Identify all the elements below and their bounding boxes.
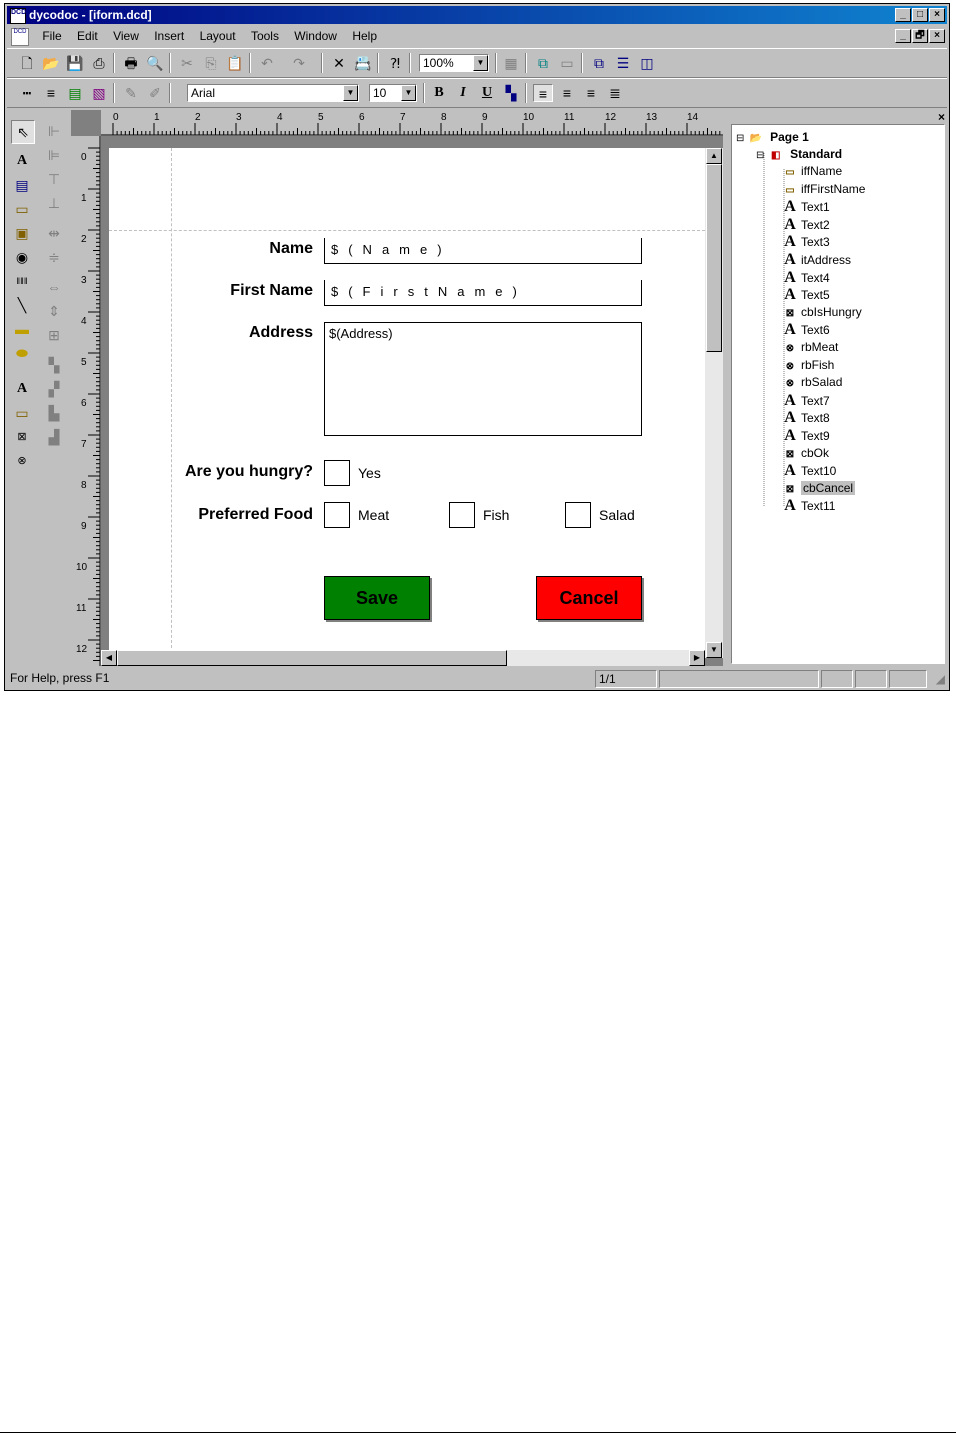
align-left-icon[interactable]: ≡ — [533, 84, 553, 102]
tree-item[interactable] — [782, 269, 830, 286]
ruler-number: 4 — [277, 112, 283, 123]
tree-item[interactable] — [782, 480, 855, 497]
ruler-number: 9 — [482, 112, 488, 123]
zoom-combo[interactable] — [419, 54, 489, 72]
tree-item-label: rbFish — [801, 357, 835, 372]
line-style-icon[interactable]: ┅ — [22, 85, 32, 101]
redo-icon[interactable]: ↷ — [293, 55, 305, 71]
toolbar-separator — [525, 83, 527, 103]
tree-item-label: rbMeat — [801, 340, 839, 354]
checkbox-icon: ⊠ — [785, 483, 795, 495]
menu-insert[interactable]: Insert — [154, 29, 185, 43]
font-name-combo[interactable] — [187, 84, 359, 102]
text-icon: A — [784, 215, 796, 233]
address-field[interactable] — [324, 322, 642, 436]
ellipse-icon[interactable]: ⬬ — [16, 345, 28, 361]
delete-icon[interactable]: ✕ — [333, 55, 345, 71]
tree-item[interactable] — [782, 233, 830, 250]
salad-option[interactable] — [565, 502, 591, 528]
fish-label: Fish — [483, 507, 510, 523]
ruler-number: 3 — [236, 112, 242, 123]
radio-icon: ⊗ — [785, 360, 795, 372]
salad-label: Salad — [599, 507, 635, 523]
tree-item-label: Text2 — [801, 217, 830, 232]
copy-icon[interactable]: ⎘ — [205, 55, 217, 71]
ruler-number: 5 — [81, 357, 87, 368]
rectangle-icon[interactable]: ▬ — [15, 321, 29, 337]
resize-grip-icon[interactable]: ◢ — [935, 672, 945, 686]
status-panel — [855, 670, 887, 688]
tree-item[interactable] — [782, 181, 865, 198]
barcode-icon[interactable]: ‖‖‖ — [16, 276, 28, 286]
checkbox-icon: ⊠ — [785, 448, 795, 460]
ruler-number: 2 — [195, 112, 201, 123]
status-panel — [821, 670, 853, 688]
checkbox-tool-icon[interactable]: ⊠ — [17, 431, 27, 443]
scroll-right-icon[interactable]: ▶ — [689, 650, 705, 666]
align-right-edges-icon[interactable]: ⊫ — [47, 147, 61, 163]
object-tree — [731, 124, 945, 664]
text-icon: A — [784, 268, 796, 286]
cut-icon[interactable]: ✂ — [181, 55, 193, 71]
menu-view[interactable]: View — [113, 29, 139, 43]
send-to-back-icon[interactable]: ▟ — [48, 429, 60, 445]
line-icon[interactable]: ╲ — [17, 297, 27, 313]
menu-help[interactable]: Help — [352, 29, 378, 43]
ruler-number: 7 — [400, 112, 406, 123]
tree-item-label: Text7 — [801, 393, 830, 408]
status-page: 1/1 — [595, 670, 657, 688]
tree-item-label: Text6 — [801, 323, 830, 338]
name-label: Name — [269, 240, 313, 257]
toolbar-separator — [423, 83, 425, 103]
scroll-thumb[interactable] — [706, 164, 722, 352]
tree-item[interactable] — [782, 304, 862, 321]
split-horizontal-icon[interactable]: ☰ — [616, 55, 630, 71]
ruler-number: 11 — [564, 112, 575, 123]
menu-file[interactable]: File — [42, 29, 62, 43]
tree-item[interactable] — [782, 339, 838, 356]
document-canvas — [71, 110, 723, 666]
ruler-number: 8 — [441, 112, 447, 123]
paste-icon[interactable]: 📋 — [226, 55, 244, 71]
horizontal-ruler — [101, 110, 723, 136]
tree-item-label: iffName — [801, 164, 843, 178]
image-icon[interactable]: ▣ — [15, 225, 29, 241]
new-icon[interactable]: 🗋 — [21, 55, 33, 71]
doc-close-button[interactable]: × — [929, 29, 945, 43]
tree-item-label: Text4 — [801, 270, 830, 285]
font-size-combo[interactable] — [369, 84, 417, 102]
ruler-number: 1 — [81, 193, 87, 204]
margin-guide — [109, 230, 705, 231]
minimize-button[interactable]: _ — [895, 8, 911, 22]
text-color-icon[interactable]: ▚ — [505, 85, 517, 101]
tree-item[interactable] — [782, 427, 830, 444]
tree-item-label: Text3 — [801, 235, 830, 250]
format-painter-icon[interactable]: ✎ — [125, 85, 137, 101]
tree-item[interactable] — [782, 321, 830, 338]
bring-to-front-icon[interactable]: ▙ — [48, 405, 60, 421]
tree-item[interactable] — [782, 462, 836, 479]
ruler-number: 12 — [76, 644, 88, 655]
properties-icon[interactable]: 📇 — [354, 55, 372, 71]
firstname-field-value: $(FirstName) — [331, 284, 527, 299]
italic-button[interactable]: I — [460, 85, 466, 100]
toolbar-separator — [377, 53, 379, 73]
tree-item[interactable] — [782, 286, 830, 303]
center-vertical-icon[interactable]: ⇹ — [48, 225, 60, 241]
font-name-value: Arial — [191, 86, 216, 100]
tree-item[interactable] — [782, 409, 830, 426]
meat-label: Meat — [358, 507, 390, 523]
tree-item-label: itAddress — [801, 253, 852, 267]
ruler-number: 4 — [81, 316, 87, 327]
collapse-icon[interactable]: ⊟ — [736, 133, 745, 144]
undo-icon[interactable]: ↶ — [261, 55, 273, 71]
text-icon: A — [784, 409, 796, 427]
align-right-icon[interactable]: ≡ — [586, 85, 596, 101]
tree-item-label: cbIsHungry — [801, 304, 862, 319]
toolbar-separator — [169, 83, 171, 103]
toolbar-separator — [169, 53, 171, 73]
maximize-button[interactable]: □ — [912, 8, 928, 22]
ruler-number: 6 — [81, 398, 87, 409]
ruler-number: 12 — [605, 112, 617, 123]
menu-bar — [7, 26, 947, 46]
doc-restore-button[interactable]: 🗗 — [912, 29, 928, 43]
text-input-tool-icon[interactable]: A — [16, 381, 28, 396]
bring-front-icon[interactable]: ⧉ — [538, 55, 548, 71]
tree-node-label: Page 1 — [770, 130, 809, 144]
close-button[interactable]: × — [929, 8, 945, 22]
text-icon: A — [784, 462, 796, 480]
menu-window[interactable]: Window — [294, 29, 337, 43]
window-title: dycodoc - [iform.dcd] — [29, 8, 152, 22]
hungry-label — [169, 463, 313, 481]
radio-icon: ⊗ — [785, 378, 795, 390]
ruler-number: 6 — [359, 112, 365, 123]
scroll-down-icon[interactable]: ▼ — [706, 642, 722, 658]
form-page — [109, 148, 705, 658]
tree-node-label: Standard — [790, 147, 843, 161]
fish-option[interactable] — [449, 502, 475, 528]
tree-item[interactable] — [782, 445, 829, 462]
align-top-edges-icon[interactable]: ⊤ — [47, 171, 61, 187]
toolbar-separator — [113, 83, 115, 103]
tree-item-label: iffFirstName — [801, 181, 866, 196]
tree-item-label: cbOk — [801, 445, 830, 460]
firstname-comb-field[interactable] — [324, 280, 642, 306]
context-help-icon[interactable]: ⁈ — [389, 55, 401, 71]
toolbar-separator — [113, 53, 115, 73]
bring-forward-icon[interactable]: ▚ — [48, 357, 60, 373]
pen-icon[interactable]: ✐ — [149, 85, 161, 101]
scroll-thumb[interactable] — [117, 650, 507, 666]
format-toolbar — [7, 78, 947, 108]
tree-node-page[interactable] — [736, 129, 809, 146]
print-preview-icon[interactable]: 🔍 — [146, 55, 164, 71]
cancel-button[interactable]: Cancel — [536, 576, 642, 620]
status-panel — [889, 670, 927, 688]
open-icon[interactable]: 📂 — [42, 55, 60, 71]
split-vertical-icon[interactable]: ◫ — [640, 55, 654, 71]
tree-item-label: Text1 — [801, 200, 830, 215]
app-window — [4, 3, 950, 691]
ruler-number: 13 — [646, 112, 658, 123]
ruler-number: 2 — [81, 234, 87, 245]
toolbar-separator — [495, 53, 497, 73]
text-icon: A — [784, 391, 796, 409]
layers-icon[interactable]: ⧉ — [594, 55, 604, 71]
standard-toolbar — [7, 48, 947, 78]
close-icon[interactable]: × — [937, 110, 945, 124]
menu-edit[interactable]: Edit — [77, 29, 98, 43]
ruler-number: 1 — [154, 112, 160, 123]
tree-item-label: Text8 — [801, 411, 830, 426]
rich-text-icon[interactable]: ▤ — [15, 177, 29, 193]
hungry-checkbox[interactable] — [324, 460, 350, 486]
address-field-value: $(Address) — [329, 326, 393, 341]
layer-icon: ◧ — [771, 150, 781, 161]
status-bar — [7, 668, 947, 688]
tree-item-label: rbSalad — [801, 375, 843, 390]
text-icon: A — [784, 427, 796, 444]
radio-tool-icon[interactable]: ⊗ — [17, 455, 27, 467]
name-field-value: $(Name) — [331, 242, 452, 257]
center-horizontal-icon[interactable]: ≑ — [48, 249, 60, 265]
save-all-icon[interactable]: ⎙ — [93, 55, 105, 71]
object-tree-pane — [727, 110, 949, 666]
app-icon: DCD — [10, 8, 26, 24]
tree-item[interactable] — [782, 392, 830, 409]
input-field-tool-icon[interactable]: ▭ — [15, 201, 29, 217]
text-icon: A — [784, 233, 796, 251]
tree-item-label: Text9 — [801, 429, 830, 443]
meat-option[interactable] — [324, 502, 350, 528]
status-help: For Help, press F1 — [10, 671, 110, 685]
font-size-value: 10 — [373, 86, 387, 100]
tree-item-label: cbCancel — [803, 480, 854, 495]
scroll-left-icon[interactable]: ◀ — [101, 650, 117, 666]
firstname-label: First Name — [230, 282, 313, 299]
ruler-number: 8 — [81, 480, 87, 491]
ruler-number: 0 — [113, 112, 119, 123]
hungry-option-label: Yes — [358, 465, 381, 481]
same-width-icon[interactable]: ⇔ — [47, 279, 61, 295]
tree-item-label: Text11 — [801, 499, 836, 514]
vertical-ruler — [71, 136, 101, 666]
vertical-scrollbar[interactable] — [705, 148, 723, 658]
align-bottom-edges-icon[interactable]: ⊥ — [47, 195, 61, 211]
same-size-icon[interactable]: ⊞ — [48, 327, 60, 343]
zoom-value: 100% — [423, 56, 454, 70]
radio-icon: ⊗ — [785, 343, 795, 354]
text-input-icon: A — [784, 251, 796, 268]
tree-item[interactable] — [782, 374, 842, 391]
doc-minimize-button[interactable]: _ — [895, 29, 911, 43]
scroll-up-icon[interactable]: ▲ — [706, 148, 722, 164]
line-width-icon[interactable]: ≡ — [46, 85, 56, 101]
tree-item[interactable] — [782, 198, 830, 215]
tree-item[interactable] — [782, 357, 834, 374]
bold-button[interactable]: B — [434, 85, 444, 100]
chevron-down-icon[interactable]: ▼ — [343, 85, 358, 101]
underline-button[interactable]: U — [481, 85, 493, 100]
save-button[interactable]: Save — [324, 576, 430, 620]
input-field-icon: ▭ — [785, 167, 795, 178]
menu-tools[interactable]: Tools — [250, 29, 279, 43]
title-bar — [7, 6, 947, 24]
save-icon[interactable]: 💾 — [66, 55, 84, 71]
print-icon[interactable]: 🖶 — [124, 55, 138, 71]
same-height-icon[interactable]: ⇕ — [48, 303, 60, 319]
folder-icon: 📂 — [749, 133, 762, 144]
text-icon: A — [784, 198, 796, 216]
text-icon: A — [784, 321, 796, 339]
text-tool-icon[interactable]: A — [16, 153, 28, 168]
toolbar-separator — [525, 53, 527, 73]
text-icon: A — [784, 286, 796, 304]
tree-node-standard[interactable] — [756, 146, 842, 163]
collapse-icon[interactable]: ⊟ — [756, 150, 765, 161]
ruler-number: 7 — [81, 439, 87, 450]
document-icon[interactable]: DCD — [11, 28, 29, 46]
checkbox-icon: ⊠ — [785, 307, 795, 319]
tree-item-label: Text10 — [801, 464, 837, 479]
chevron-down-icon[interactable]: ▼ — [473, 55, 488, 71]
ruler-number: 10 — [76, 562, 88, 573]
tree-item-label: Text5 — [801, 288, 830, 303]
food-label: Preferred Food — [198, 506, 313, 523]
address-label: Address — [248, 324, 313, 341]
pointer-icon[interactable]: ⇖ — [11, 120, 35, 144]
name-comb-field[interactable] — [324, 238, 642, 264]
toolbar-separator — [581, 53, 583, 73]
text-icon: A — [784, 497, 796, 515]
align-left-edges-icon[interactable]: ⊩ — [47, 123, 61, 139]
align-center-icon[interactable]: ≡ — [562, 85, 572, 101]
hungry-label-text: Are you hungry? — [184, 463, 313, 480]
ruler-number: 5 — [318, 112, 324, 123]
grid-icon[interactable]: ▦ — [504, 55, 518, 71]
input-field-icon: ▭ — [785, 184, 795, 196]
ruler-number: 3 — [81, 275, 87, 286]
ole-object-icon[interactable]: ◉ — [15, 249, 29, 265]
ruler-number: 0 — [81, 152, 87, 163]
menu-layout[interactable]: Layout — [199, 29, 236, 43]
toolbar-separator — [321, 53, 323, 73]
tree-item[interactable] — [782, 251, 851, 268]
tree-item[interactable] — [782, 497, 835, 514]
margin-guide — [171, 148, 172, 658]
horizontal-scrollbar[interactable] — [101, 650, 705, 666]
toolbar-separator — [409, 53, 411, 73]
ruler-number: 14 — [687, 112, 699, 123]
send-back-icon[interactable]: ▭ — [560, 55, 574, 71]
send-backward-icon[interactable]: ▞ — [48, 381, 60, 397]
input-comb-tool-icon[interactable]: ▭ — [15, 405, 29, 421]
line-color-icon[interactable]: ▧ — [92, 85, 106, 101]
ruler-number: 11 — [76, 603, 87, 614]
fill-color-icon[interactable]: ▤ — [68, 85, 82, 101]
tree-item[interactable] — [782, 216, 830, 233]
ruler-number: 9 — [81, 521, 87, 532]
ruler-number: 10 — [523, 112, 535, 123]
toolbar-separator — [249, 53, 251, 73]
page-rule — [0, 1432, 956, 1433]
tool-palette — [7, 110, 71, 666]
align-justify-icon[interactable]: ≣ — [609, 85, 621, 101]
tree-item[interactable] — [782, 163, 842, 180]
status-panel — [659, 670, 819, 688]
chevron-down-icon[interactable]: ▼ — [401, 85, 416, 101]
